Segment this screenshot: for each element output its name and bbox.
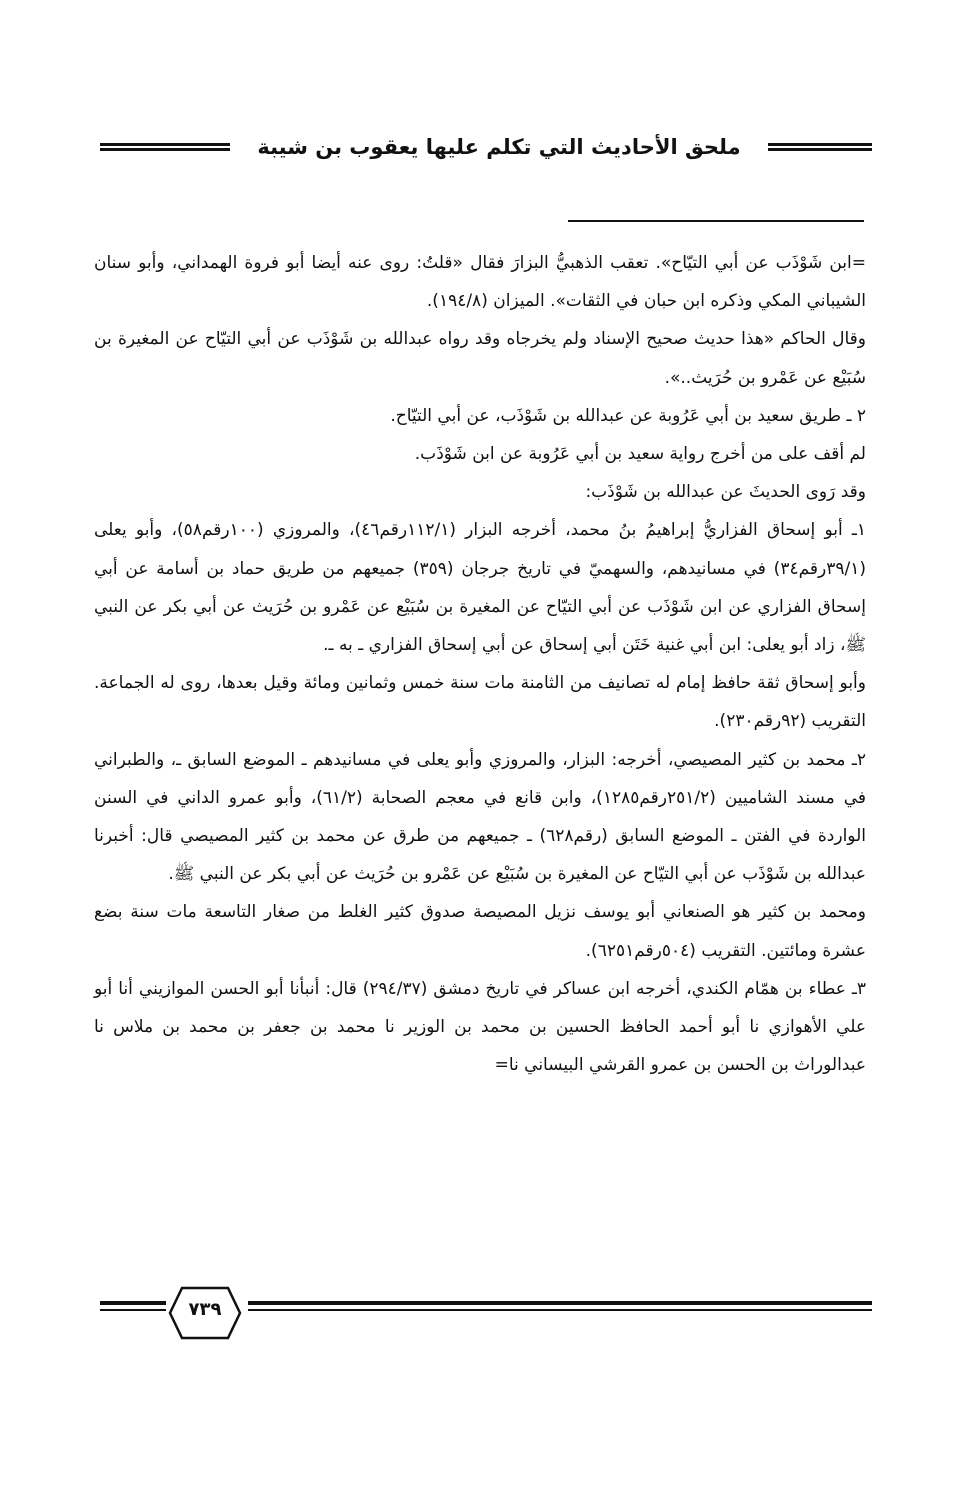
paragraph: ٢ ـ طريق سعيد بن أبي عَرُوبة عن عبدالله بن شَوْذَب، عن أبي التيّاح. [390, 405, 866, 426]
paragraph: وأبو إسحاق ثقة حافظ إمام له تصانيف من الثامنة مات سنة خمس وثمانين ومائة وقيل بعدها، روى له الجماعة. التقريب (٩٢رقم٢٣٠). [94, 673, 866, 732]
header-rule-right [768, 143, 872, 151]
page-number-badge [168, 1284, 242, 1342]
paragraph: ٢ـ محمد بن كثير المصيصي، أخرجه: البزار، والمروزي وأبو يعلى في مسانيدهم ـ الموضع السابق ـ، والطبراني في مسند الشاميين (٢٥١/٢رقم١٢٨٥)، وابن قانع في معجم الصحابة (٦١/٢)، وأبو عمرو الداني في السنن الواردة في الفتن ـ الموضع السابق (رقم٦٢٨) ـ جميعهم من طرق عن محمد بن كثير المصيصي قال: أخبرنا عبدالله بن شَوْذَب عن أبي التيّاح عن المغيرة بن سُبَيْع عن عَمْرو بن حُرَيث عن أبي بكر عن النبي ﷺ. [94, 749, 866, 885]
footnote-separator [568, 220, 864, 222]
footer-rule-right [248, 1301, 872, 1311]
paragraph: لم أقف على من أخرج رواية سعيد بن أبي عَرُوبة عن ابن شَوْذَب. [414, 444, 866, 465]
paragraph: ٣ـ عطاء بن همّام الكندي، أخرجه ابن عساكر في تاريخ دمشق (٢٩٤/٣٧) قال: أنبأنا أبو الحسن الموازيني أنا أبو علي الأهوازي نا أبو أحمد الحافظ الحسين بن محمد بن الوزير نا محمد بن جعفر بن محمد بن ملاس نا عبدالوراث بن الحسن بن عمرو القرشي البيساني نا= [94, 978, 866, 1076]
footnote-body [94, 244, 866, 1084]
paragraph: وقال الحاكم «هذا حديث صحيح الإسناد ولم يخرجاه وقد رواه عبدالله بن شَوْذَب عن أبي التيّاح عن المغيرة بن سُبَيْع عن عَمْرو بن حُرَيث..». [94, 329, 866, 388]
running-header [100, 132, 872, 172]
page-footer [100, 1284, 872, 1344]
running-header-title: ملحق الأحاديث التي تكلم عليها يعقوب بن شيبة [257, 135, 741, 159]
footer-rule-left [100, 1301, 166, 1311]
paragraph: ومحمد بن كثير هو الصنعاني أبو يوسف نزيل المصيصة صدوق كثير الغلط من صغار التاسعة مات سنة بضع عشرة ومائتين. التقريب (٥٠٤رقم٦٢٥١). [94, 902, 866, 961]
page-number: ٧٣٩ [188, 1299, 222, 1320]
paragraph: =ابن شَوْذَب عن أبي التيّاح». تعقب الذهبيُّ البزارَ فقال «قلتُ: روى عنه أيضا أبو فروة الهمداني، وأبو سنان الشيباني المكي وذكره ابن حبان في الثقات». الميزان (١٩٤/٨). [94, 253, 866, 312]
header-rule-left [100, 143, 230, 151]
paragraph: وقد رَوى الحديثَ عن عبدالله بن شَوْذَب: [585, 482, 866, 503]
paragraph: ١ـ أبو إسحاق الفزاريُّ إبراهيمُ بنُ محمد، أخرجه البزار (١١٢/١رقم٤٦)، والمروزي (١٠٠رقم٥٨)، وأبو يعلى (٣٩/١رقم٣٤) في مسانيدهم، والسهميّ في تاريخ جرجان (٣٥٩) جميعهم من طريق حماد بن أسامة عن أبي إسحاق الفزاري عن ابن شَوْذَب عن أبي التيّاح عن المغيرة بن سُبَيْع عن عَمْرو بن حُرَيث عن أبي بكر عن النبي ﷺ، زاد أبو يعلى: ابن أبي غنية خَتَن أبي إسحاق عن أبي إسحاق الفزاري ـ به ـ. [94, 520, 866, 656]
